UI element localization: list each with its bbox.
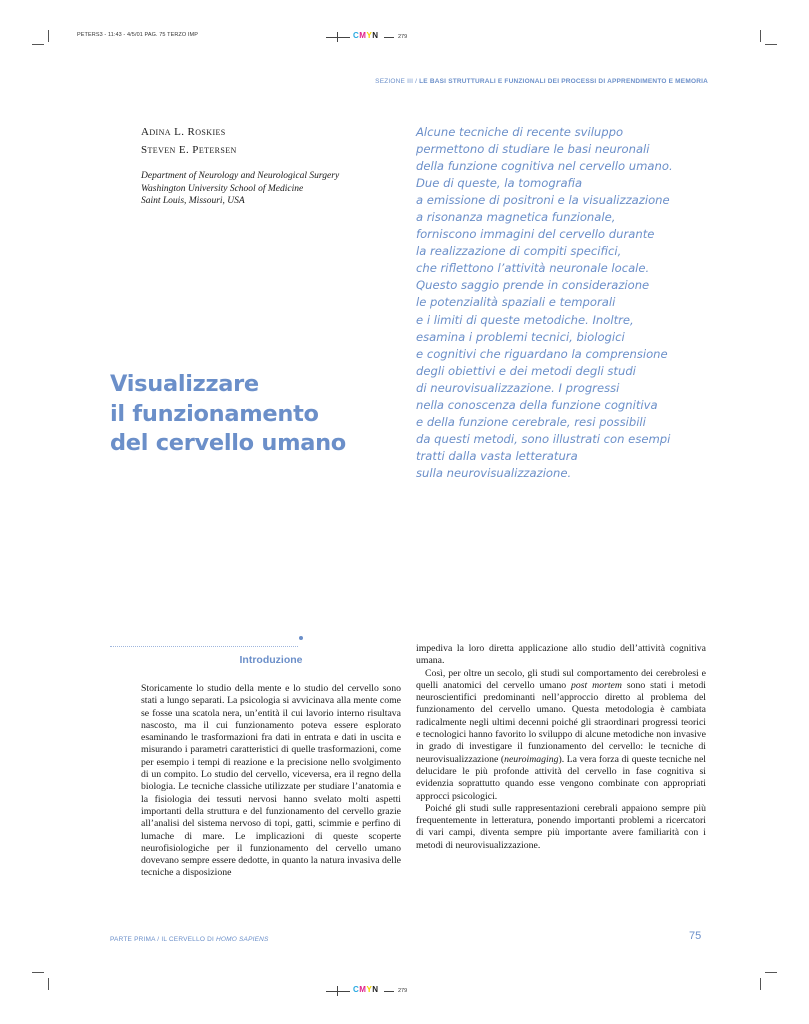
abstract-line: la realizzazione di compiti specifici, xyxy=(416,244,622,259)
title-line: il funzionamento xyxy=(110,400,319,427)
abstract-line: tratti dalla vasta letteratura xyxy=(416,448,578,463)
affiliation-line: Washington University School of Medicine xyxy=(141,183,304,194)
intro-paragraph: impediva la loro diretta applicazione allo studio dell’attività cognitiva umana. xyxy=(416,643,706,667)
cmyk-black: N xyxy=(372,985,379,994)
cmyk-magenta: M xyxy=(359,31,367,40)
crop-mark-bottom-right-v xyxy=(760,978,761,990)
abstract-line: degli obiettivi e dei metodi degli studi xyxy=(416,363,636,378)
abstract-line: Alcune tecniche di recente sviluppo xyxy=(416,125,624,139)
slug-info: PETERS3 - 11:43 - 4/5/01 PAG. 75 TERZO IMP xyxy=(77,32,198,38)
abstract-line: e i limiti di queste metodiche. Inoltre, xyxy=(416,312,634,327)
section-title: LE BASI STRUTTURALI E FUNZIONALI DEI PROCESSI DI APPRENDIMENTO E MEMORIA xyxy=(419,78,708,85)
crop-mark-bottom-right-h xyxy=(765,972,777,973)
body-column-right xyxy=(416,643,706,852)
footer-running-title xyxy=(110,936,269,943)
abstract-line: della funzione cognitiva nel cervello umano. xyxy=(416,159,673,174)
cmyk-cyan: C xyxy=(353,31,360,40)
registration-line-right xyxy=(384,37,394,38)
affiliation-line: Department of Neurology and Neurological Surgery xyxy=(141,171,340,181)
abstract-line: a risonanza magnetica funzionale, xyxy=(416,210,616,225)
abstract-line: permettono di studiare le basi neuronali xyxy=(416,142,650,157)
text-run: Così, per oltre un secolo, gli studi sul comportamento dei cerebrolesi e quelli anatomici del cervello umano xyxy=(416,667,706,691)
abstract-line: forniscono immagini del cervello durante xyxy=(416,227,655,242)
title-line: Visualizzare xyxy=(110,371,259,397)
abstract-line: Questo saggio prende in considerazione xyxy=(416,278,650,293)
affiliation-block xyxy=(141,170,401,208)
section-prefix: SEZIONE III / xyxy=(375,78,420,85)
cmyk-black: N xyxy=(372,31,379,40)
registration-line-left xyxy=(326,37,350,38)
abstract-line: che riflettono l’attività neuronale locale. xyxy=(416,261,650,276)
footer-italic: HOMO SAPIENS xyxy=(215,936,269,943)
text-run: sono stati i metodi neuroscientifici predominanti nell’approccio diretto al problema del funzionamento del cervello umano. Questa metodologia è cambiata radicalmente negli ultimi decenni poiché gli straordinari progressi teorici e tecnologici hanno favorito lo sviluppo di alcune metodiche non invasive in grado di investigare il funzionamento del cervello: le tecniche di neurovisualizzazione ( xyxy=(416,679,706,765)
intro-paragraph: Poiché gli studi sulle rappresentazioni cerebrali appaiono sempre più frequentemente in letteratura, ponendo importanti problemi a ricercatori di vari campi, diventa sempre più importante avere familiarità con i metodi di neurovisualizzazione. xyxy=(416,802,706,851)
affiliation-line: Saint Louis, Missouri, USA xyxy=(141,196,245,206)
body-column-left xyxy=(141,683,401,880)
article-title xyxy=(110,370,400,459)
cmyk-yellow: Y xyxy=(366,985,373,994)
crop-mark-bottom-left-v xyxy=(48,978,49,990)
abstract-line: di neurovisualizzazione. I progressi xyxy=(416,380,620,395)
registration-line-left xyxy=(326,991,350,992)
author-block xyxy=(141,124,391,158)
registration-mark-top xyxy=(326,30,416,44)
title-line: del cervello umano xyxy=(110,430,346,456)
cmyk-color-bar xyxy=(353,31,379,40)
intro-heading: Introduzione xyxy=(239,654,303,666)
registration-mark-bottom xyxy=(326,984,416,998)
dotted-rule xyxy=(110,646,298,647)
crop-mark-top-left-h xyxy=(32,44,44,45)
footer-prefix: PARTE PRIMA / IL CERVELLO DI xyxy=(110,936,216,943)
cmyk-color-bar xyxy=(353,985,379,994)
text-run: ). La vera forza di queste tecniche nel delucidare le più profonde attività del cervello in fase cognitiva si evidenzia soprattutto quando esse vengono combinate con appropriati approcci psicologici. xyxy=(416,753,707,802)
registration-tick-left xyxy=(337,32,338,42)
crop-mark-top-right-v xyxy=(760,30,761,42)
abstract-line: nella conoscenza della funzione cognitiva xyxy=(416,397,658,412)
abstract-line: sulla neurovisualizzazione. xyxy=(416,465,572,480)
abstract xyxy=(416,124,706,482)
crop-mark-top-left-v xyxy=(48,30,49,42)
section-header xyxy=(375,78,708,85)
abstract-line: esamina i problemi tecnici, biologici xyxy=(416,329,625,344)
abstract-line: a emissione di positroni e la visualizzazione xyxy=(416,193,670,208)
plate-number-top: 279 xyxy=(398,34,408,40)
rule-bullet xyxy=(299,636,303,640)
cmyk-cyan: C xyxy=(353,985,360,994)
page-number: 75 xyxy=(689,930,702,942)
abstract-line: le potenzialità spaziali e temporali xyxy=(416,295,616,310)
abstract-line: da questi metodi, sono illustrati con esempi xyxy=(416,431,671,446)
abstract-line: e cognitivi che riguardano la comprensione xyxy=(416,346,668,361)
abstract-line: e della funzione cerebrale, resi possibili xyxy=(416,414,646,429)
author-name: Steven E. Petersen xyxy=(141,144,237,156)
text-run-italic: post mortem xyxy=(570,679,622,691)
crop-mark-bottom-left-h xyxy=(32,972,44,973)
intro-paragraph xyxy=(416,668,706,803)
plate-number-bottom: 279 xyxy=(398,988,408,994)
abstract-line: Due di queste, la tomografia xyxy=(416,176,583,191)
text-run-italic: neuroimaging xyxy=(504,753,559,765)
crop-mark-top-right-h xyxy=(765,44,777,45)
cmyk-magenta: M xyxy=(359,985,367,994)
author-name: Adina L. Roskies xyxy=(141,126,226,138)
cmyk-yellow: Y xyxy=(366,31,373,40)
registration-tick-left xyxy=(337,986,338,996)
intro-paragraph: Storicamente lo studio della mente e lo studio del cervello sono stati a lungo separati. La psicologia si avvicinava alla mente come se fosse una scatola nera, un’entità il cui lavorio interno risultava nascosto, ma il cui funzionamento poteva essere esplorato esaminando le trasformazioni fra dati in entrata e dati in uscita e misurando i parametri caratteristici di quelle trasformazioni, come per esempio i tempi di reazione e la precisione nello svolgimento di un compito. Lo studio del cervello, viceversa, era il regno della biologia. Le tecniche classiche utilizzate per studiare l’anatomia e la fisiologia dei tessuti nervosi hanno svelato molti aspetti importanti della struttura e del funzionamento del cervello grazie all’analisi del sistema nervoso di topi, gatti, scimmie e perfino di lumache di mare. Le implicazioni di queste scoperte neurofisiologiche per il funzionamento del cervello umano dovevano sempre essere dedotte, in quanto la natura invasiva delle tecniche a disposizione xyxy=(141,683,401,879)
registration-line-right xyxy=(384,991,394,992)
